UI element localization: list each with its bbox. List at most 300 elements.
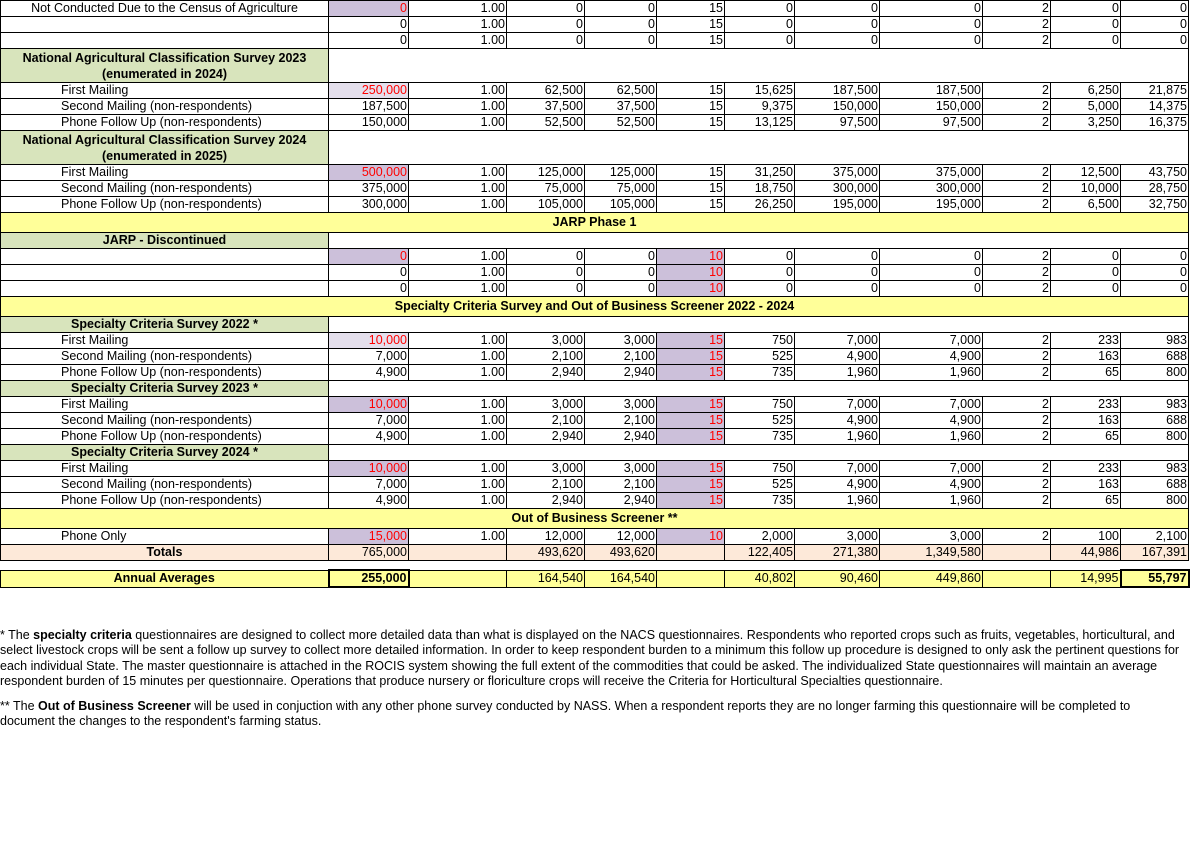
value-cell: 6,250 — [1051, 83, 1121, 99]
group-header-row — [1, 381, 1189, 397]
value-cell: 97,500 — [795, 115, 880, 131]
table-row — [1, 281, 1189, 297]
value-cell[interactable]: 10 — [657, 529, 725, 545]
table-row — [1, 529, 1189, 545]
value-cell: 1.00 — [409, 529, 507, 545]
value-cell: 187,500 — [880, 83, 983, 99]
section-title: JARP Phase 1 — [1, 213, 1189, 233]
value-cell[interactable]: 10 — [657, 249, 725, 265]
value-cell: 2 — [983, 529, 1051, 545]
group-header-row — [1, 445, 1189, 461]
value-cell: 735 — [725, 493, 795, 509]
value-cell: 0 — [1121, 33, 1189, 49]
table-row — [1, 461, 1189, 477]
value-cell: 750 — [725, 461, 795, 477]
value-cell: 0 — [585, 33, 657, 49]
sample-size-cell: 187,500 — [329, 99, 409, 115]
value-cell: 1.00 — [409, 249, 507, 265]
annual-averages-cell: 164,540 — [507, 570, 585, 587]
value-cell: 1,960 — [795, 365, 880, 381]
value-cell: 62,500 — [585, 83, 657, 99]
annual-averages-cell — [409, 570, 507, 587]
value-cell: 0 — [585, 281, 657, 297]
row-label: Phone Follow Up (non-respondents) — [1, 365, 329, 381]
group-header-spacer — [329, 381, 1189, 397]
group-title: National Agricultural Classification Survey 2024 (enumerated in 2025) — [1, 131, 329, 165]
value-cell: 2 — [983, 493, 1051, 509]
sample-size-cell[interactable]: 10,000 — [329, 333, 409, 349]
value-cell: 7,000 — [795, 397, 880, 413]
value-cell: 0 — [795, 33, 880, 49]
value-cell: 0 — [585, 17, 657, 33]
annual-averages-cell: 255,000 — [329, 570, 409, 587]
table-row — [1, 115, 1189, 131]
row-label: Second Mailing (non-respondents) — [1, 181, 329, 197]
value-cell: 0 — [1051, 281, 1121, 297]
table-row — [1, 1, 1189, 17]
value-cell: 2 — [983, 265, 1051, 281]
value-cell: 0 — [507, 33, 585, 49]
footnotes — [0, 628, 1182, 740]
value-cell: 2 — [983, 197, 1051, 213]
value-cell: 65 — [1051, 493, 1121, 509]
value-cell: 525 — [725, 477, 795, 493]
row-label — [1, 281, 329, 297]
sample-size-cell: 4,900 — [329, 365, 409, 381]
value-cell: 735 — [725, 365, 795, 381]
sample-size-cell[interactable]: 0 — [329, 249, 409, 265]
value-cell: 4,900 — [795, 477, 880, 493]
value-cell: 0 — [1121, 265, 1189, 281]
sample-size-cell[interactable]: 500,000 — [329, 165, 409, 181]
group-header-row — [1, 317, 1189, 333]
value-cell: 2 — [983, 181, 1051, 197]
spacer — [1, 561, 1189, 571]
value-cell: 26,250 — [725, 197, 795, 213]
value-cell[interactable]: 15 — [657, 349, 725, 365]
value-cell: 0 — [880, 17, 983, 33]
value-cell: 3,000 — [507, 397, 585, 413]
row-label: Phone Follow Up (non-respondents) — [1, 197, 329, 213]
value-cell: 37,500 — [507, 99, 585, 115]
value-cell: 2 — [983, 115, 1051, 131]
value-cell: 0 — [585, 265, 657, 281]
section-jarp — [1, 213, 1189, 233]
value-cell: 0 — [795, 1, 880, 17]
value-cell: 2 — [983, 83, 1051, 99]
value-cell: 31,250 — [725, 165, 795, 181]
value-cell: 1,960 — [880, 493, 983, 509]
value-cell: 163 — [1051, 413, 1121, 429]
group-header-spacer — [329, 445, 1189, 461]
value-cell: 15 — [657, 165, 725, 181]
table-row — [1, 33, 1189, 49]
value-cell: 1.00 — [409, 181, 507, 197]
value-cell: 1.00 — [409, 461, 507, 477]
value-cell: 12,500 — [1051, 165, 1121, 181]
value-cell: 21,875 — [1121, 83, 1189, 99]
value-cell: 0 — [880, 1, 983, 17]
row-label: Second Mailing (non-respondents) — [1, 477, 329, 493]
table-row — [1, 249, 1189, 265]
value-cell: 3,000 — [585, 461, 657, 477]
value-cell: 1.00 — [409, 1, 507, 17]
group-header-row — [1, 233, 1189, 249]
value-cell: 2 — [983, 397, 1051, 413]
sample-size-cell: 7,000 — [329, 477, 409, 493]
value-cell: 163 — [1051, 477, 1121, 493]
value-cell: 0 — [585, 1, 657, 17]
value-cell: 1.00 — [409, 17, 507, 33]
row-label: Phone Only — [1, 529, 329, 545]
value-cell: 32,750 — [1121, 197, 1189, 213]
value-cell: 1.00 — [409, 477, 507, 493]
value-cell: 4,900 — [880, 477, 983, 493]
value-cell[interactable]: 15 — [657, 333, 725, 349]
annual-averages-cell — [983, 570, 1051, 587]
value-cell: 2 — [983, 165, 1051, 181]
value-cell: 233 — [1051, 461, 1121, 477]
value-cell: 52,500 — [585, 115, 657, 131]
value-cell: 1.00 — [409, 115, 507, 131]
value-cell: 0 — [880, 249, 983, 265]
sample-size-cell: 0 — [329, 265, 409, 281]
value-cell: 2,940 — [585, 493, 657, 509]
value-cell: 62,500 — [507, 83, 585, 99]
value-cell: 1,960 — [795, 429, 880, 445]
value-cell: 2,940 — [585, 365, 657, 381]
value-cell: 0 — [1121, 249, 1189, 265]
group-title: National Agricultural Classification Survey 2023 (enumerated in 2024) — [1, 49, 329, 83]
value-cell: 150,000 — [880, 99, 983, 115]
totals-cell — [657, 545, 725, 561]
totals-cell — [983, 545, 1051, 561]
sample-size-cell[interactable]: 10,000 — [329, 397, 409, 413]
value-cell: 300,000 — [795, 181, 880, 197]
table-row — [1, 83, 1189, 99]
value-cell: 0 — [795, 281, 880, 297]
table-row — [1, 17, 1189, 33]
group-header-row — [1, 49, 1189, 83]
value-cell: 3,000 — [795, 529, 880, 545]
value-cell: 0 — [507, 17, 585, 33]
value-cell: 195,000 — [795, 197, 880, 213]
sample-size-cell: 7,000 — [329, 349, 409, 365]
value-cell: 163 — [1051, 349, 1121, 365]
value-cell: 2,100 — [507, 477, 585, 493]
value-cell: 2,940 — [507, 493, 585, 509]
table-row — [1, 477, 1189, 493]
value-cell: 688 — [1121, 477, 1189, 493]
row-label: First Mailing — [1, 165, 329, 181]
totals-cell: 167,391 — [1121, 545, 1189, 561]
value-cell: 10,000 — [1051, 181, 1121, 197]
table-row — [1, 181, 1189, 197]
value-cell: 28,750 — [1121, 181, 1189, 197]
value-cell: 105,000 — [585, 197, 657, 213]
value-cell: 2 — [983, 461, 1051, 477]
value-cell: 1.00 — [409, 33, 507, 49]
value-cell: 14,375 — [1121, 99, 1189, 115]
value-cell: 0 — [507, 1, 585, 17]
value-cell: 0 — [1051, 17, 1121, 33]
value-cell[interactable]: 15 — [657, 461, 725, 477]
value-cell: 15 — [657, 33, 725, 49]
row-label — [1, 265, 329, 281]
sample-size-cell[interactable]: 0 — [329, 1, 409, 17]
value-cell[interactable]: 15 — [657, 477, 725, 493]
value-cell: 1,960 — [880, 429, 983, 445]
value-cell: 2,100 — [585, 477, 657, 493]
value-cell: 0 — [585, 249, 657, 265]
value-cell: 3,250 — [1051, 115, 1121, 131]
annual-averages-cell: 90,460 — [795, 570, 880, 587]
value-cell: 1.00 — [409, 99, 507, 115]
value-cell: 2 — [983, 413, 1051, 429]
group-header-spacer — [329, 131, 1189, 165]
value-cell: 6,500 — [1051, 197, 1121, 213]
value-cell: 2 — [983, 99, 1051, 115]
value-cell: 2 — [983, 17, 1051, 33]
value-cell: 0 — [507, 281, 585, 297]
value-cell: 983 — [1121, 461, 1189, 477]
value-cell: 7,000 — [880, 333, 983, 349]
annual-averages-cell: 40,802 — [725, 570, 795, 587]
value-cell: 2,100 — [507, 413, 585, 429]
footnote-out-of-business: ** The Out of Business Screener will be used in conjuction with any other phone survey conducted by NASS. When a respondent reports they are no longer farming this questionnaire will be completed to document the changes to the respondent's farming status. — [0, 699, 1131, 729]
value-cell: 1.00 — [409, 365, 507, 381]
value-cell: 7,000 — [795, 461, 880, 477]
value-cell: 735 — [725, 429, 795, 445]
sample-size-cell[interactable]: 15,000 — [329, 529, 409, 545]
value-cell: 16,375 — [1121, 115, 1189, 131]
value-cell: 1.00 — [409, 197, 507, 213]
value-cell: 4,900 — [880, 349, 983, 365]
value-cell: 15 — [657, 181, 725, 197]
value-cell: 0 — [1051, 33, 1121, 49]
sample-size-cell: 300,000 — [329, 197, 409, 213]
value-cell: 150,000 — [795, 99, 880, 115]
table-row — [1, 365, 1189, 381]
value-cell: 1.00 — [409, 281, 507, 297]
row-label: First Mailing — [1, 461, 329, 477]
value-cell: 12,000 — [507, 529, 585, 545]
annual-averages-cell: 55,797 — [1121, 570, 1189, 587]
row-label: First Mailing — [1, 397, 329, 413]
sample-size-cell: 4,900 — [329, 493, 409, 509]
value-cell: 15,625 — [725, 83, 795, 99]
value-cell: 7,000 — [795, 333, 880, 349]
sample-size-cell[interactable]: 250,000 — [329, 83, 409, 99]
value-cell: 9,375 — [725, 99, 795, 115]
value-cell: 1.00 — [409, 165, 507, 181]
value-cell: 2 — [983, 477, 1051, 493]
value-cell: 1.00 — [409, 397, 507, 413]
section-out-of-business — [1, 509, 1189, 529]
value-cell: 0 — [1121, 281, 1189, 297]
value-cell: 4,900 — [795, 413, 880, 429]
group-header-spacer — [329, 233, 1189, 249]
value-cell: 800 — [1121, 365, 1189, 381]
table-row — [1, 397, 1189, 413]
value-cell: 2 — [983, 33, 1051, 49]
value-cell: 100 — [1051, 529, 1121, 545]
group-title: JARP - Discontinued — [1, 233, 329, 249]
row-label: Not Conducted Due to the Census of Agriculture — [1, 1, 329, 17]
table-row — [1, 197, 1189, 213]
totals-label: Totals — [1, 545, 329, 561]
footnote-specialty-criteria: * The specialty criteria questionnaires are designed to collect more detailed data than what is displayed on the NACS questionnaires. Respondents who reported crops such as fruits, vegetables, horticultural, and select livestock crops will be sent a follow up survey to collect more detailed information. In order to keep respondent burden to a minimum this follow up procedure is designed to only ask the pertinent questions for each individual State. The master questionnaire is attached in the ROCIS system showing the full extent of the commodities that could be asked. The individualized State questionnaires will maintain an average respondent burden of 15 minutes per questionnaire. Operations that produce nursery or floriculture crops will receive the Criteria for Horticultural Specialties questionnaire. — [0, 628, 1180, 688]
value-cell: 2,100 — [585, 349, 657, 365]
value-cell: 52,500 — [507, 115, 585, 131]
value-cell: 0 — [725, 33, 795, 49]
value-cell: 125,000 — [507, 165, 585, 181]
section-title: Specialty Criteria Survey and Out of Business Screener 2022 - 2024 — [1, 297, 1189, 317]
value-cell: 2,100 — [585, 413, 657, 429]
sample-size-cell: 7,000 — [329, 413, 409, 429]
value-cell[interactable]: 15 — [657, 413, 725, 429]
value-cell: 0 — [795, 17, 880, 33]
value-cell: 0 — [1051, 265, 1121, 281]
value-cell: 7,000 — [880, 461, 983, 477]
row-label — [1, 249, 329, 265]
table-row — [1, 413, 1189, 429]
value-cell: 0 — [1051, 1, 1121, 17]
value-cell: 2 — [983, 429, 1051, 445]
section-specialty — [1, 297, 1189, 317]
value-cell: 2 — [983, 333, 1051, 349]
value-cell: 1.00 — [409, 333, 507, 349]
row-label: First Mailing — [1, 333, 329, 349]
value-cell: 233 — [1051, 333, 1121, 349]
value-cell: 2,000 — [725, 529, 795, 545]
totals-cell: 122,405 — [725, 545, 795, 561]
table-row — [1, 265, 1189, 281]
value-cell: 3,000 — [585, 397, 657, 413]
value-cell: 1.00 — [409, 493, 507, 509]
value-cell: 1.00 — [409, 349, 507, 365]
annual-averages-cell: 449,860 — [880, 570, 983, 587]
totals-cell: 44,986 — [1051, 545, 1121, 561]
annual-averages-cell: 14,995 — [1051, 570, 1121, 587]
value-cell: 983 — [1121, 397, 1189, 413]
totals-cell: 765,000 — [329, 545, 409, 561]
value-cell: 0 — [1121, 17, 1189, 33]
value-cell[interactable]: 15 — [657, 397, 725, 413]
sample-size-cell: 375,000 — [329, 181, 409, 197]
value-cell: 2 — [983, 249, 1051, 265]
value-cell: 0 — [507, 265, 585, 281]
sample-size-cell: 0 — [329, 33, 409, 49]
value-cell: 0 — [880, 265, 983, 281]
value-cell: 800 — [1121, 493, 1189, 509]
value-cell: 15 — [657, 17, 725, 33]
value-cell: 0 — [507, 249, 585, 265]
value-cell: 37,500 — [585, 99, 657, 115]
row-label: Second Mailing (non-respondents) — [1, 99, 329, 115]
annual-averages-cell — [657, 570, 725, 587]
value-cell: 0 — [725, 281, 795, 297]
row-label — [1, 33, 329, 49]
value-cell: 2,940 — [507, 365, 585, 381]
value-cell: 1.00 — [409, 265, 507, 281]
table-row — [1, 165, 1189, 181]
value-cell: 0 — [725, 1, 795, 17]
value-cell: 233 — [1051, 397, 1121, 413]
value-cell: 3,000 — [585, 333, 657, 349]
spacer-row — [1, 561, 1189, 571]
value-cell[interactable]: 15 — [657, 429, 725, 445]
totals-cell: 1,349,580 — [880, 545, 983, 561]
totals-cell: 271,380 — [795, 545, 880, 561]
value-cell: 195,000 — [880, 197, 983, 213]
value-cell: 3,000 — [507, 333, 585, 349]
value-cell: 2,100 — [507, 349, 585, 365]
value-cell[interactable]: 10 — [657, 265, 725, 281]
section-title: Out of Business Screener ** — [1, 509, 1189, 529]
value-cell: 7,000 — [880, 397, 983, 413]
value-cell: 4,900 — [795, 349, 880, 365]
sample-size-cell: 0 — [329, 17, 409, 33]
value-cell: 187,500 — [795, 83, 880, 99]
sample-size-cell: 4,900 — [329, 429, 409, 445]
value-cell: 18,750 — [725, 181, 795, 197]
value-cell: 13,125 — [725, 115, 795, 131]
value-cell: 0 — [1121, 1, 1189, 17]
value-cell[interactable]: 10 — [657, 281, 725, 297]
value-cell: 1.00 — [409, 83, 507, 99]
value-cell: 4,900 — [880, 413, 983, 429]
value-cell: 15 — [657, 1, 725, 17]
sample-size-cell[interactable]: 10,000 — [329, 461, 409, 477]
totals-cell: 493,620 — [507, 545, 585, 561]
value-cell: 5,000 — [1051, 99, 1121, 115]
value-cell: 688 — [1121, 413, 1189, 429]
value-cell: 15 — [657, 197, 725, 213]
value-cell: 75,000 — [585, 181, 657, 197]
row-label — [1, 17, 329, 33]
row-label: Second Mailing (non-respondents) — [1, 413, 329, 429]
value-cell: 525 — [725, 413, 795, 429]
value-cell: 0 — [1051, 249, 1121, 265]
table-row — [1, 333, 1189, 349]
value-cell: 2 — [983, 365, 1051, 381]
value-cell: 43,750 — [1121, 165, 1189, 181]
value-cell: 0 — [725, 17, 795, 33]
value-cell: 0 — [880, 281, 983, 297]
table-row — [1, 349, 1189, 365]
value-cell: 3,000 — [507, 461, 585, 477]
value-cell: 125,000 — [585, 165, 657, 181]
table-row — [1, 429, 1189, 445]
value-cell[interactable]: 15 — [657, 493, 725, 509]
sample-size-cell: 0 — [329, 281, 409, 297]
group-title: Specialty Criteria Survey 2022 * — [1, 317, 329, 333]
value-cell: 0 — [725, 249, 795, 265]
value-cell: 750 — [725, 397, 795, 413]
value-cell[interactable]: 15 — [657, 365, 725, 381]
value-cell: 1,960 — [795, 493, 880, 509]
row-label: Phone Follow Up (non-respondents) — [1, 115, 329, 131]
row-label: Phone Follow Up (non-respondents) — [1, 493, 329, 509]
row-label: First Mailing — [1, 83, 329, 99]
value-cell: 0 — [725, 265, 795, 281]
value-cell: 12,000 — [585, 529, 657, 545]
value-cell: 15 — [657, 83, 725, 99]
value-cell: 375,000 — [880, 165, 983, 181]
value-cell: 1,960 — [880, 365, 983, 381]
value-cell: 75,000 — [507, 181, 585, 197]
